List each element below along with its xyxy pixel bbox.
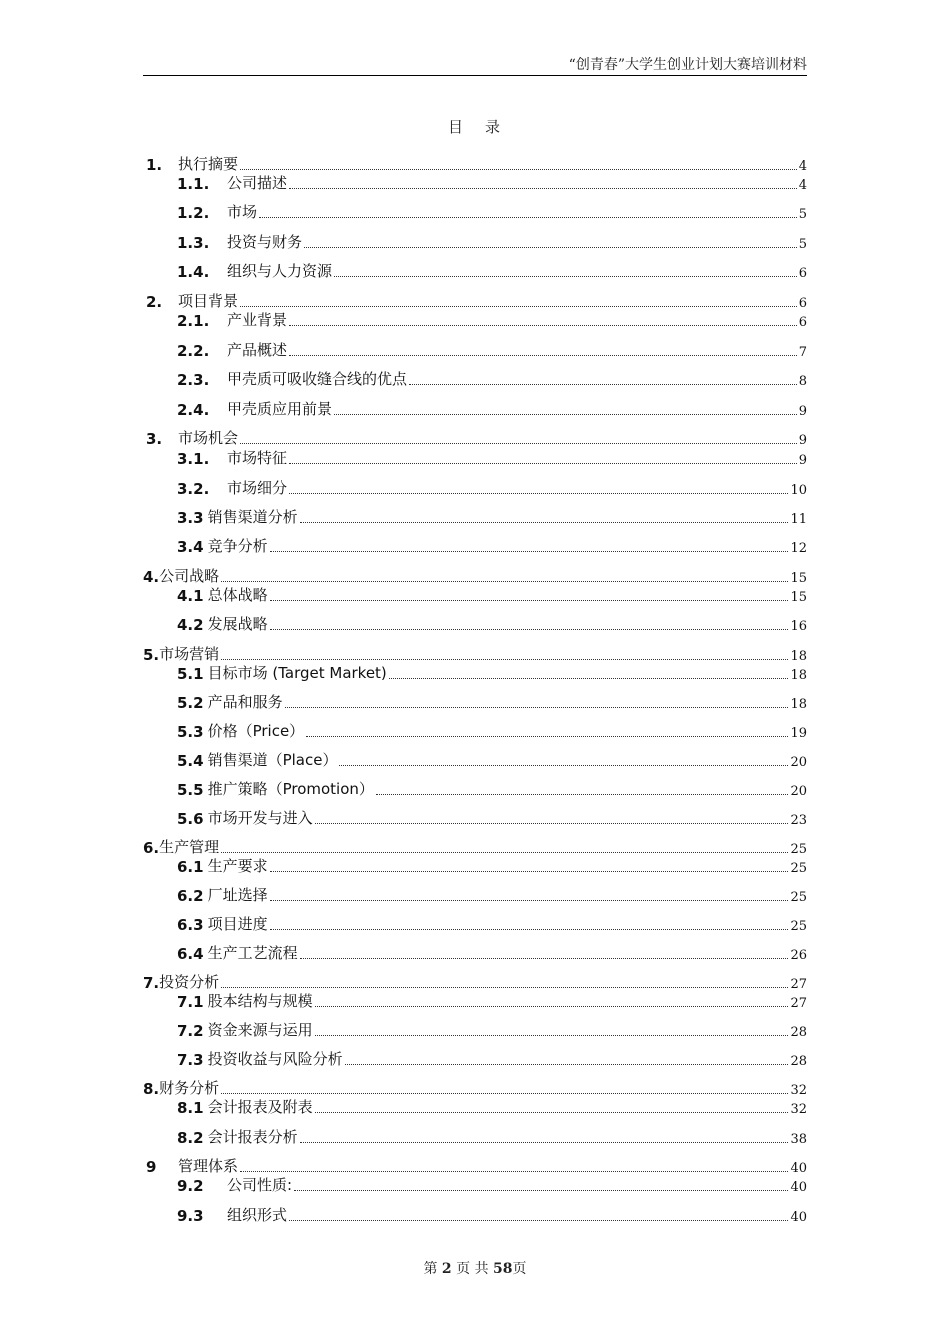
toc-leader	[221, 658, 788, 660]
toc-entry-number: 6.1	[177, 858, 204, 876]
toc-entry-5-5[interactable]	[0, 779, 950, 799]
page-footer	[0, 1258, 950, 1278]
toc-leader	[304, 246, 797, 248]
toc-entry-page: 40	[790, 1210, 807, 1225]
toc-entry-4-1[interactable]	[0, 585, 950, 605]
toc-leader	[294, 1189, 788, 1191]
toc-entry-text: 发展战略	[207, 615, 268, 633]
toc-entry-text: 管理体系	[178, 1157, 239, 1175]
toc-entry-number: 2.2.	[177, 342, 210, 360]
toc-leader	[270, 599, 789, 601]
toc-entry-page: 26	[790, 948, 807, 963]
toc-leader	[240, 305, 797, 307]
toc-leader	[300, 521, 789, 523]
toc-leader	[289, 187, 797, 189]
toc-entry-7-2[interactable]	[0, 1020, 950, 1040]
toc-entry-text: 甲壳质应用前景	[227, 400, 333, 418]
toc-entry-text: 资金来源与运用	[207, 1021, 313, 1039]
toc-entry-number: 5.3	[177, 723, 204, 741]
toc-entry-page: 28	[790, 1025, 807, 1040]
toc-entry-text: 市场特征	[227, 449, 288, 467]
toc-leader	[289, 324, 797, 326]
toc-leader	[240, 168, 797, 170]
toc-leader	[285, 706, 789, 708]
toc-entry-text: 甲壳质可吸收缝合线的优点	[227, 370, 408, 388]
toc-entry-6-3[interactable]	[0, 914, 950, 934]
toc-entry-number: 4.2	[177, 616, 204, 634]
toc-entry-page: 38	[790, 1132, 807, 1147]
toc-leader	[221, 986, 788, 988]
page-header	[143, 56, 807, 76]
toc-entry-page: 18	[790, 649, 807, 664]
toc-entry-text: 销售渠道（Place）	[207, 751, 338, 769]
toc-entry-number: 6.4	[177, 945, 204, 963]
toc-entry-number: 3.3	[177, 509, 204, 527]
toc-entry-page: 18	[790, 668, 807, 683]
toc-entry-number: 9.2	[177, 1177, 204, 1195]
toc-entry-text: 总体战略	[207, 586, 268, 604]
toc-entry-text: 公司描述	[227, 174, 288, 192]
toc-entry-text: 公司性质:	[227, 1176, 293, 1194]
toc-entry-number: 2.	[146, 293, 163, 311]
toc-entry-text: 市场营销	[159, 645, 220, 663]
toc-entry-page: 9	[798, 433, 807, 448]
toc-entry-page: 4	[798, 178, 807, 193]
toc-entry-number: 5.1	[177, 665, 204, 683]
toc-entry-1-3[interactable]	[0, 232, 950, 252]
toc-entry-text: 投资分析	[159, 973, 220, 991]
toc-leader	[315, 822, 789, 824]
toc-entry-5-1[interactable]	[0, 663, 950, 683]
toc-entry-5-3[interactable]	[0, 721, 950, 741]
toc-leader	[221, 580, 788, 582]
toc-entry-3-1[interactable]	[0, 448, 950, 468]
toc-entry-8-1[interactable]	[0, 1097, 950, 1117]
toc-entry-5-2[interactable]	[0, 692, 950, 712]
toc-entry-page: 25	[790, 861, 807, 876]
toc-entry-text: 产品和服务	[207, 693, 283, 711]
toc-entry-number: 2.4.	[177, 401, 210, 419]
toc-entry-number: 6.2	[177, 887, 204, 905]
toc-entry-page: 8	[798, 374, 807, 389]
toc-entry-page: 25	[790, 842, 807, 857]
toc-entry-number: 6.3	[177, 916, 204, 934]
toc-entry-text: 会计报表分析	[207, 1128, 298, 1146]
toc-leader	[270, 928, 789, 930]
toc-entry-7[interactable]	[0, 972, 950, 992]
toc-entry-number: 7.	[143, 974, 160, 992]
toc-entry-page: 5	[798, 237, 807, 252]
toc-entry-1-4[interactable]	[0, 261, 950, 281]
toc-entry-7-1[interactable]	[0, 991, 950, 1011]
toc-entry-3-2[interactable]	[0, 478, 950, 498]
footer-suffix: 页	[512, 1261, 527, 1277]
toc-entry-8-2[interactable]	[0, 1127, 950, 1147]
toc-entry-number: 5.4	[177, 752, 204, 770]
toc-entry-3[interactable]	[0, 428, 950, 448]
toc-entry-text: 市场开发与进入	[207, 809, 313, 827]
toc-entry-text: 生产要求	[207, 857, 268, 875]
toc-entry-text: 生产管理	[159, 838, 220, 856]
toc-entry-number: 1.4.	[177, 263, 210, 281]
toc-entry-page: 20	[790, 784, 807, 799]
toc-leader	[339, 764, 788, 766]
toc-leader	[334, 413, 797, 415]
toc-entry-3-4[interactable]	[0, 536, 950, 556]
toc-entry-9[interactable]	[0, 1156, 950, 1176]
toc-leader	[270, 628, 789, 630]
toc-entry-1-2[interactable]	[0, 202, 950, 222]
toc-entry-number: 1.1.	[177, 175, 210, 193]
toc-entry-2-1[interactable]	[0, 310, 950, 330]
toc-entry-page: 32	[790, 1083, 807, 1098]
toc-entry-number: 4.	[143, 568, 160, 586]
toc-entry-text: 组织与人力资源	[227, 262, 333, 280]
toc-entry-text: 项目进度	[207, 915, 268, 933]
toc-leader	[289, 1219, 788, 1221]
toc-leader	[240, 442, 797, 444]
toc-leader	[315, 1034, 789, 1036]
toc-entry-text: 组织形式	[227, 1206, 288, 1224]
toc-entry-8[interactable]	[0, 1078, 950, 1098]
toc-entry-9-3[interactable]	[0, 1205, 950, 1225]
toc-entry-number: 3.	[146, 430, 163, 448]
toc-entry-text: 产品概述	[227, 341, 288, 359]
toc-title-right: 录	[485, 118, 503, 136]
toc-leader	[300, 1141, 789, 1143]
toc-entry-page: 10	[790, 483, 807, 498]
toc-entry-text: 推广策略（Promotion）	[207, 780, 374, 798]
toc-entry-text: 市场细分	[227, 479, 288, 497]
toc-entry-text: 市场机会	[178, 429, 239, 447]
toc-entry-page: 6	[798, 315, 807, 330]
toc-leader	[389, 677, 789, 679]
toc-entry-text: 投资收益与风险分析	[207, 1050, 343, 1068]
toc-leader	[270, 870, 789, 872]
toc-entry-text: 目标市场 (Target Market)	[207, 664, 387, 682]
toc-entry-page: 28	[790, 1054, 807, 1069]
toc-leader	[289, 462, 797, 464]
toc-entry-number: 5.6	[177, 810, 204, 828]
toc-entry-2-4[interactable]	[0, 399, 950, 419]
toc-entry-number: 1.3.	[177, 234, 210, 252]
toc-entry-6[interactable]	[0, 837, 950, 857]
toc-entry-text: 竞争分析	[207, 537, 268, 555]
footer-middle: 页 共	[456, 1261, 489, 1277]
toc-entry-text: 会计报表及附表	[207, 1098, 313, 1116]
toc-entry-number: 9	[146, 1158, 157, 1176]
toc-entry-6-4[interactable]	[0, 943, 950, 963]
toc-entry-page: 20	[790, 755, 807, 770]
toc-entry-1[interactable]	[0, 154, 950, 174]
toc-leader	[221, 1092, 788, 1094]
toc-entry-6-2[interactable]	[0, 885, 950, 905]
toc-entry-2-2[interactable]	[0, 340, 950, 360]
toc-leader	[289, 492, 788, 494]
toc-entry-4[interactable]	[0, 566, 950, 586]
toc-entry-page: 7	[798, 345, 807, 360]
toc-entry-text: 价格（Price）	[207, 722, 305, 740]
toc-entry-page: 23	[790, 813, 807, 828]
toc-entry-number: 2.1.	[177, 312, 210, 330]
toc-entry-number: 1.2.	[177, 204, 210, 222]
toc-entry-2-3[interactable]	[0, 369, 950, 389]
toc-entry-page: 40	[790, 1180, 807, 1195]
toc-entry-page: 9	[798, 404, 807, 419]
toc-entry-page: 12	[790, 541, 807, 556]
toc-entry-number: 7.2	[177, 1022, 204, 1040]
toc-entry-page: 5	[798, 207, 807, 222]
toc-entry-text: 产业背景	[227, 311, 288, 329]
toc-entry-number: 6.	[143, 839, 160, 857]
toc-entry-text: 投资与财务	[227, 233, 303, 251]
toc-entry-2[interactable]	[0, 291, 950, 311]
header-text: “创青春”大学生创业计划大赛培训材料	[568, 57, 807, 73]
footer-current-page: 2	[441, 1261, 452, 1277]
toc-entry-page: 6	[798, 296, 807, 311]
footer-prefix: 第	[423, 1261, 438, 1277]
toc-entry-page: 40	[790, 1161, 807, 1176]
toc-entry-text: 销售渠道分析	[207, 508, 298, 526]
toc-entry-page: 18	[790, 697, 807, 712]
toc-entry-page: 27	[790, 996, 807, 1011]
toc-entry-number: 8.2	[177, 1129, 204, 1147]
toc-leader	[315, 1111, 789, 1113]
toc-entry-text: 股本结构与规模	[207, 992, 313, 1010]
toc-entry-number: 7.1	[177, 993, 204, 1011]
toc-entry-page: 16	[790, 619, 807, 634]
toc-entry-page: 6	[798, 266, 807, 281]
toc-leader	[409, 383, 797, 385]
toc-entry-9-2[interactable]	[0, 1175, 950, 1195]
toc-entry-number: 4.1	[177, 587, 204, 605]
toc-entry-page: 11	[790, 512, 807, 527]
toc-leader	[345, 1063, 789, 1065]
toc-entry-3-3[interactable]	[0, 507, 950, 527]
toc-entry-number: 3.1.	[177, 450, 210, 468]
toc-entry-text: 厂址选择	[207, 886, 268, 904]
toc-entry-number: 8.1	[177, 1099, 204, 1117]
toc-leader	[306, 735, 788, 737]
toc-entry-page: 32	[790, 1102, 807, 1117]
toc-entry-number: 2.3.	[177, 371, 210, 389]
toc-leader	[289, 354, 797, 356]
toc-entry-6-1[interactable]	[0, 856, 950, 876]
toc-entry-5-4[interactable]	[0, 750, 950, 770]
toc-entry-page: 25	[790, 890, 807, 905]
toc-entry-number: 7.3	[177, 1051, 204, 1069]
toc-leader	[259, 216, 797, 218]
toc-title	[0, 116, 950, 137]
toc-leader	[376, 793, 789, 795]
toc-entry-number: 5.	[143, 646, 160, 664]
toc-leader	[240, 1170, 788, 1172]
toc-entry-number: 1.	[146, 156, 163, 174]
footer-total-pages: 58	[493, 1261, 513, 1277]
toc-entry-page: 27	[790, 977, 807, 992]
toc-entry-7-3[interactable]	[0, 1049, 950, 1069]
toc-entry-5-6[interactable]	[0, 808, 950, 828]
toc-entry-number: 8.	[143, 1080, 160, 1098]
toc-entry-page: 9	[798, 453, 807, 468]
toc-entry-number: 3.2.	[177, 480, 210, 498]
toc-entry-text: 公司战略	[159, 567, 220, 585]
toc-entry-text: 生产工艺流程	[207, 944, 298, 962]
toc-entry-text: 执行摘要	[178, 155, 239, 173]
toc-leader	[270, 550, 789, 552]
toc-entry-page: 25	[790, 919, 807, 934]
toc-entry-page: 19	[790, 726, 807, 741]
toc-entry-page: 4	[798, 159, 807, 174]
toc-entry-number: 3.4	[177, 538, 204, 556]
toc-entry-page: 15	[790, 590, 807, 605]
toc-title-left: 目	[447, 118, 465, 136]
toc-entry-4-2[interactable]	[0, 614, 950, 634]
toc-entry-5[interactable]	[0, 644, 950, 664]
toc-leader	[221, 851, 788, 853]
toc-entry-text: 市场	[227, 203, 258, 221]
toc-leader	[270, 899, 789, 901]
toc-entry-page: 15	[790, 571, 807, 586]
toc-entry-number: 9.3	[177, 1207, 204, 1225]
toc-entry-1-1[interactable]	[0, 173, 950, 193]
toc-entry-number: 5.5	[177, 781, 204, 799]
toc-entry-number: 5.2	[177, 694, 204, 712]
toc-leader	[300, 957, 789, 959]
toc-entry-text: 财务分析	[159, 1079, 220, 1097]
toc-entry-text: 项目背景	[178, 292, 239, 310]
toc-leader	[334, 275, 797, 277]
toc-leader	[315, 1005, 789, 1007]
